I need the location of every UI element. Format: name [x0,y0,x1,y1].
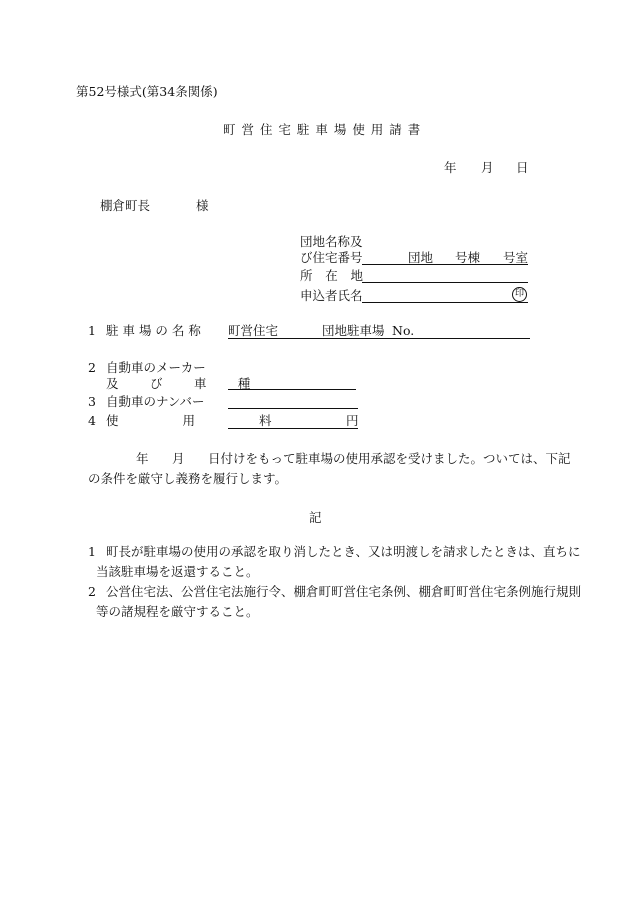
car-maker-label-line1: 自動車のメーカー [106,360,206,375]
complex-label-line1: 団地名称及 [300,234,363,249]
fee-label: 使 用 料 [106,413,302,428]
address-label: 所 在 地 [300,268,368,283]
parking-no-label: No. [392,323,415,338]
ki-heading: 記 [309,510,322,525]
condition-number: 1 [88,544,96,559]
form-number: 第52号様式(第34条関係) [76,84,218,99]
applicant-name-label: 申込者氏名 [300,288,363,303]
parking-name-label: 駐 車 場 の 名 称 [106,323,201,338]
date-month-label: 月 [481,160,494,175]
condition-line1: 町長が駐車場の使用の承認を取り消したとき、又は明渡しを請求したときは、直ちに [106,544,581,559]
date-day-label: 日 [516,160,529,175]
parking-middle: 団地駐車場 [322,323,385,338]
item-number: 4 [88,413,96,428]
addressee-honorific: 様 [196,198,209,213]
car-plate-label: 自動車のナンバー [106,394,205,409]
applicant-name-field[interactable] [362,302,528,303]
complex-label-line2: び住宅番号 [300,250,363,265]
car-maker-field[interactable] [228,389,356,390]
car-plate-field[interactable] [228,408,358,409]
addressee-name: 棚倉町長 [100,198,151,213]
body-line2: の条件を厳守し義務を履行します。 [88,471,288,486]
item-number: 2 [88,360,96,375]
page-title: 町 営 住 宅 駐 車 場 使 用 請 書 [223,122,422,137]
complex-suffix: 団地 [408,250,434,265]
item-number: 1 [88,323,96,338]
building-suffix: 号棟 [455,250,481,265]
condition-line1: 公営住宅法、公営住宅法施行令、棚倉町町営住宅条例、棚倉町町営住宅条例施行規則 [106,584,582,599]
fee-unit: 円 [346,413,359,428]
car-maker-label-line2: 及 び 車 種 [106,376,265,391]
condition-line2: 等の諸規程を厳守すること。 [96,604,259,619]
item-number: 3 [88,394,96,409]
condition-number: 2 [88,584,96,599]
address-field[interactable] [362,282,528,283]
parking-prefix: 町営住宅 [228,323,279,338]
body-year: 年 [136,451,149,466]
room-suffix: 号室 [503,250,529,265]
body-month: 月 [172,451,185,466]
seal-mark: 印 [512,287,527,302]
date-year-label: 年 [444,160,457,175]
body-line1: 日付けをもって駐車場の使用承認を受けました。ついては、下記 [208,451,571,466]
parking-name-field[interactable] [228,338,530,339]
condition-line2: 当該駐車場を返還すること。 [96,564,259,579]
fee-field[interactable] [228,428,358,429]
